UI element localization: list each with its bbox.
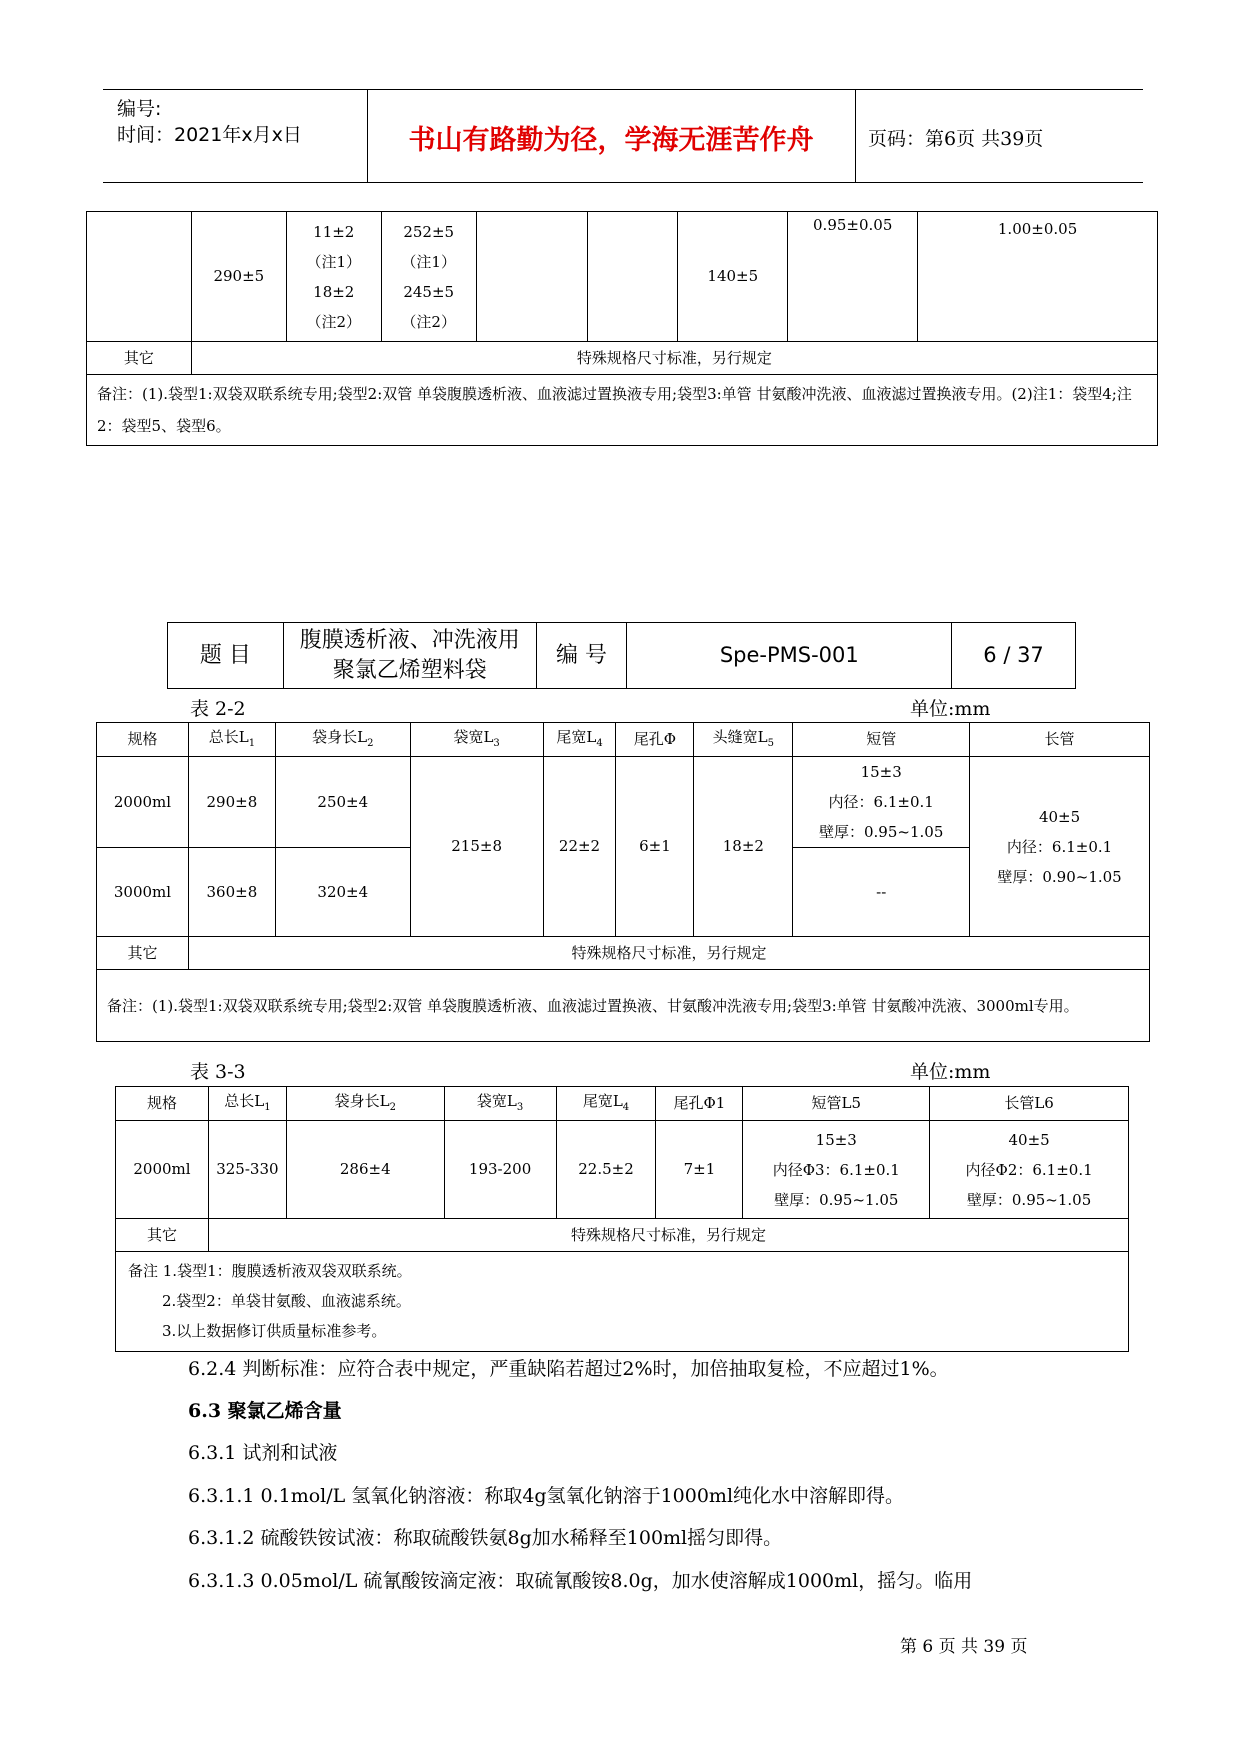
table-2-2 <box>96 722 1150 1042</box>
other-label: 其它 <box>87 342 192 375</box>
th-total-length: 总长$L_1$ <box>188 723 275 757</box>
table33-caption: 表 3-3 <box>190 1061 246 1083</box>
para-6-3-1: 6.3.1 试剂和试液 <box>188 1442 338 1464</box>
cell-tube-a: 11±2 （注1） 18±2 （注2） <box>286 212 381 342</box>
cell-value-140: 140±5 <box>678 212 788 342</box>
table-3-3 <box>115 1086 1129 1352</box>
table-row <box>97 757 1150 848</box>
table-notes: 备注 1.袋型1：腹膜透析液双袋双联系统。 2.袋型2：单袋甘氨酸、血液滤系统。 3.以上数据修订供质量标准参考。 <box>116 1252 1129 1352</box>
table-header-row <box>116 1087 1129 1121</box>
para-6-3-1-3: 6.3.1.3 0.05mol/L 硫氰酸铵滴定液：取硫氰酸铵8.0g，加水使溶解成1000ml，摇匀。临用 <box>188 1570 973 1592</box>
cell-total-length: 290±5 <box>191 212 286 342</box>
other-value: 特殊规格尺寸标准，另行规定 <box>208 1219 1128 1252</box>
table-row <box>116 1219 1129 1252</box>
table-header-row <box>97 723 1150 757</box>
section-heading-6-3: 6.3 聚氯乙烯含量 <box>188 1400 342 1422</box>
table22-caption: 表 2-2 <box>190 698 246 720</box>
other-value: 特殊规格尺寸标准，另行规定 <box>191 342 1157 375</box>
para-6-3-1-2: 6.3.1.2 硫酸铁铵试液：称取硫酸铁氨8g加水稀释至100ml摇匀即得。 <box>188 1527 783 1549</box>
th-long-tube: 长管L6 <box>930 1087 1129 1121</box>
page-footer: 第 6 页 共 39 页 <box>900 1637 1028 1657</box>
table-note-row <box>116 1252 1129 1352</box>
doc-number-label: 编号: <box>117 98 162 120</box>
cell-width: 193-200 <box>444 1121 556 1219</box>
doc-title: 腹膜透析液、冲洗液用聚氯乙烯塑料袋 <box>283 623 536 689</box>
th-tail-hole: 尾孔Φ1 <box>656 1087 743 1121</box>
cell-total: 290±8 <box>188 757 275 848</box>
table-row <box>116 1121 1129 1219</box>
cell-tail-hole: 7±1 <box>656 1121 743 1219</box>
table-note: 备注：(1).袋型1:双袋双联系统专用;袋型2:双管 单袋腹膜透析液、血液滤过置换液专用;袋型3:单管 甘氨酸冲洗液、血液滤过置换液专用。(2)注1：袋型4;注2：袋型5、袋型6。 <box>87 375 1158 446</box>
table-row <box>87 342 1158 375</box>
table-row <box>87 212 1158 342</box>
cell-short-tube: 15±3 内径：6.1±0.1 壁厚：0.95~1.05 <box>793 757 970 848</box>
cell-spec: 2000ml <box>116 1121 209 1219</box>
table-note: 备注：(1).袋型1:双袋双联系统专用;袋型2:双管 单袋腹膜透析液、血液滤过置换液、甘氨酸冲洗液专用;袋型3:单管 甘氨酸冲洗液、3000ml专用。 <box>97 970 1150 1042</box>
doc-number: Spe-PMS-001 <box>627 623 952 689</box>
th-body-length: 袋身长$L_2$ <box>286 1087 444 1121</box>
doc-title-box <box>167 622 1076 689</box>
th-short-tube: 短管 <box>793 723 970 757</box>
motto-title: 书山有路勤为径，学海无涯苦作舟 <box>408 125 814 156</box>
page-indicator: 页码：第6页 共39页 <box>868 128 1044 150</box>
th-body-length: 袋身长$L_2$ <box>275 723 410 757</box>
table33-unit: 单位:mm <box>910 1061 991 1083</box>
cell-body: 250±4 <box>275 757 410 848</box>
th-tail-width: 尾宽$L_4$ <box>556 1087 656 1121</box>
th-tail-width: 尾宽$L_4$ <box>543 723 616 757</box>
th-spec: 规格 <box>116 1087 209 1121</box>
th-width: 袋宽$L_3$ <box>410 723 543 757</box>
cell-spec: 3000ml <box>97 848 189 937</box>
para-6-2-4: 6.2.4 判断标准：应符合表中规定，严重缺陷若超过2%时，加倍抽取复检，不应超过1%。 <box>188 1358 949 1380</box>
cell-tail-hole: 6±1 <box>616 757 694 937</box>
table-continued <box>86 211 1158 446</box>
other-label: 其它 <box>116 1219 209 1252</box>
cell-long-tube: 40±5 内径Φ2：6.1±0.1 壁厚：0.95~1.05 <box>930 1121 1129 1219</box>
table-row <box>97 937 1150 970</box>
table22-unit: 单位:mm <box>910 698 991 720</box>
table-note-row <box>87 375 1158 446</box>
th-spec: 规格 <box>97 723 189 757</box>
cell-total: 360±8 <box>188 848 275 937</box>
cell-long-tube: 40±5 内径：6.1±0.1 壁厚：0.90~1.05 <box>970 757 1150 937</box>
cell-total: 325-330 <box>208 1121 286 1219</box>
number-label: 编 号 <box>536 623 627 689</box>
cell-head-seam: 18±2 <box>694 757 793 937</box>
cell-short-tube-empty: -- <box>793 848 970 937</box>
cell-body: 286±4 <box>286 1121 444 1219</box>
doc-time-label: 时间：2021年x月x日 <box>117 124 302 146</box>
cell-tail-width: 22.5±2 <box>556 1121 656 1219</box>
th-short-tube: 短管L5 <box>743 1087 930 1121</box>
cell-tube-b: 252±5 （注1） 245±5 （注2） <box>381 212 476 342</box>
cell-value-100: 1.00±0.05 <box>918 212 1158 342</box>
th-width: 袋宽$L_3$ <box>444 1087 556 1121</box>
para-6-3-1-1: 6.3.1.1 0.1mol/L 氢氧化钠溶液：称取4g氢氧化钠溶于1000ml纯化水中溶解即得。 <box>188 1485 905 1507</box>
cell-width: 215±8 <box>410 757 543 937</box>
other-value: 特殊规格尺寸标准，另行规定 <box>188 937 1149 970</box>
table-note-row <box>97 970 1150 1042</box>
th-long-tube: 长管 <box>970 723 1150 757</box>
cell-body: 320±4 <box>275 848 410 937</box>
title-label: 题 目 <box>168 623 284 689</box>
th-total-length: 总长$L_1$ <box>208 1087 286 1121</box>
th-tail-hole: 尾孔Φ <box>616 723 694 757</box>
cell-short-tube: 15±3 内径Φ3：6.1±0.1 壁厚：0.95~1.05 <box>743 1121 930 1219</box>
cell-tail-width: 22±2 <box>543 757 616 937</box>
th-head-seam: 头缝宽$L_5$ <box>694 723 793 757</box>
cell-value-095: 0.95±0.05 <box>788 212 918 342</box>
other-label: 其它 <box>97 937 189 970</box>
cell-spec: 2000ml <box>97 757 189 848</box>
doc-page: 6 / 37 <box>952 623 1076 689</box>
